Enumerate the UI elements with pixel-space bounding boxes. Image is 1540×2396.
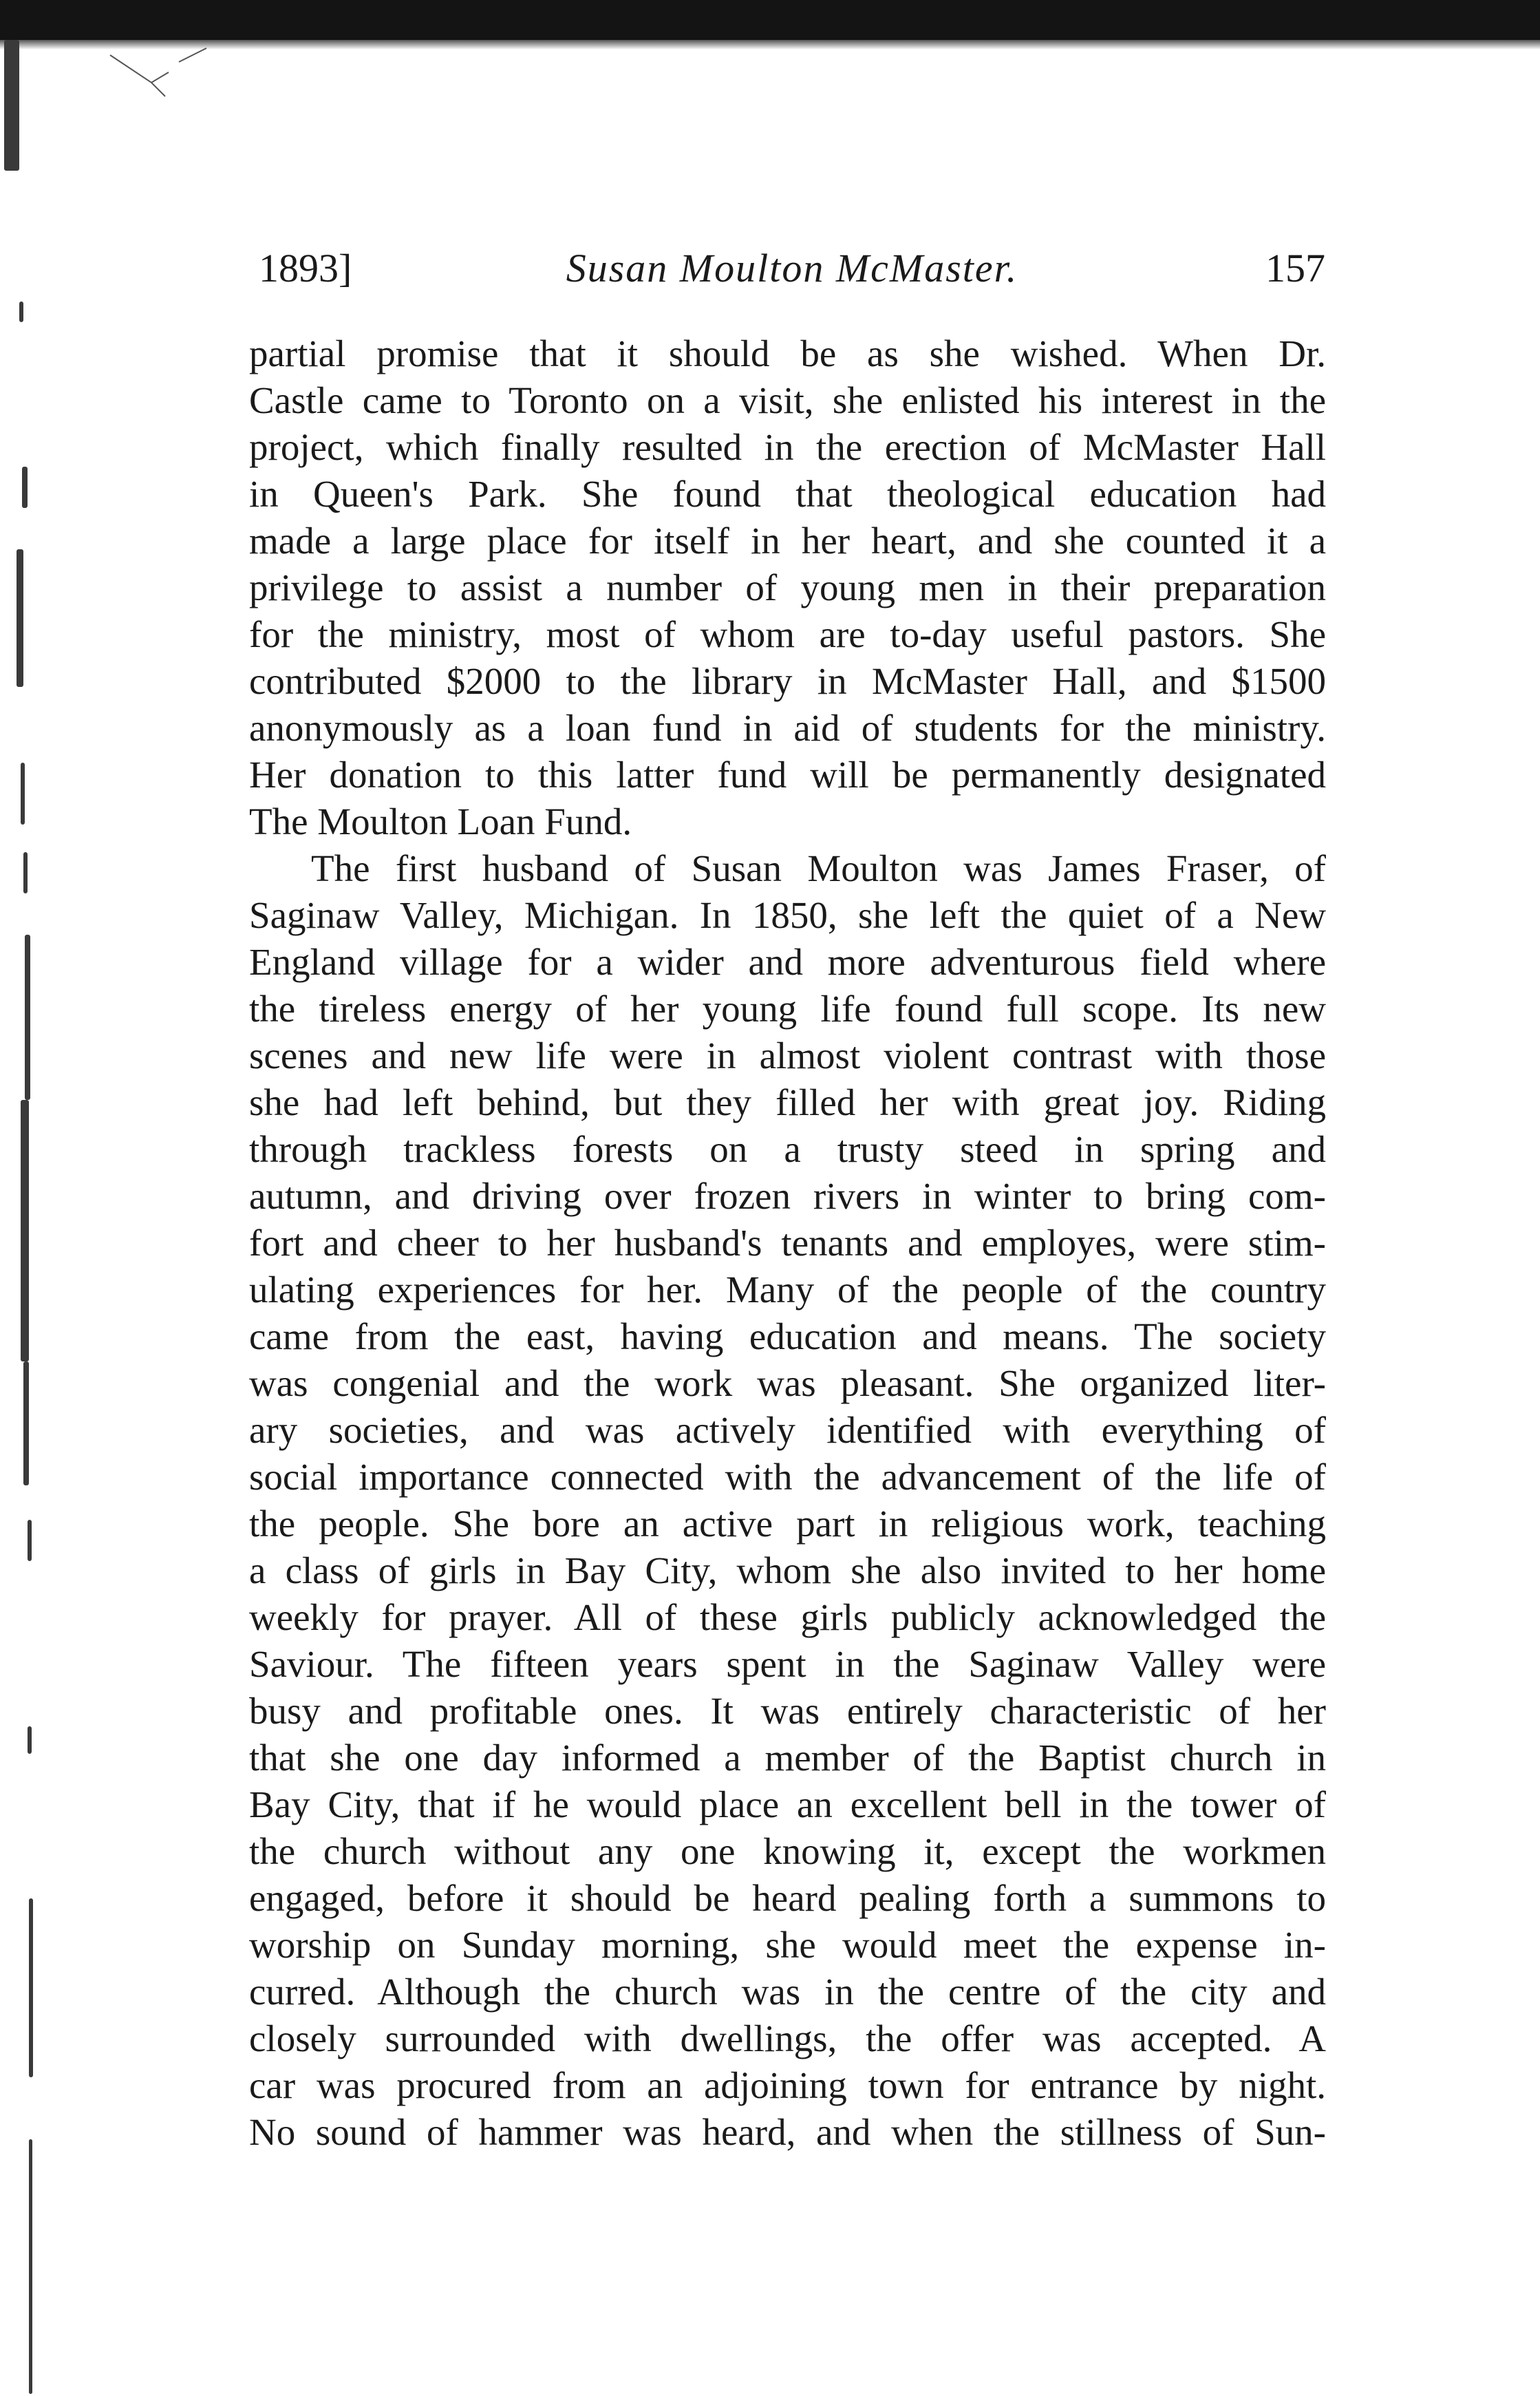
text-line: in Queen's Park. She found that theological education had (249, 473, 1326, 515)
text-line: Saginaw Valley, Michigan. In 1850, she left the quiet of a New (249, 894, 1326, 936)
text-line: curred. Although the church was in the centre of the city and (249, 1971, 1326, 2013)
text-line: Her donation to this latter fund will be permanently designated (249, 754, 1326, 796)
text-line: fort and cheer to her husband's tenants and employes, were stim- (249, 1222, 1326, 1264)
text-line: the church without any one knowing it, except the workmen (249, 1830, 1326, 1872)
text-line: The Moulton Loan Fund. (249, 801, 632, 842)
text-line: the tireless energy of her young life found full scope. Its new (249, 988, 1326, 1030)
text-line: England village for a wider and more adventurous field where (249, 941, 1326, 983)
text-line: closely surrounded with dwellings, the offer was accepted. A (249, 2017, 1326, 2059)
text-line: busy and profitable ones. It was entirely characteristic of her (249, 1690, 1326, 1732)
text-line: came from the east, having education and means. The society (249, 1315, 1326, 1357)
text-line: ary societies, and was actively identified with everything of (249, 1409, 1326, 1451)
text-line: anonymously as a loan fund in aid of students for the ministry. (249, 707, 1326, 749)
page-number: 157 (1265, 246, 1325, 290)
text-line: made a large place for itself in her heart, and she counted it a (249, 520, 1326, 562)
text-line: car was procured from an adjoining town for entrance by night. (249, 2064, 1326, 2106)
text-line: that she one day informed a member of the Baptist church in (249, 1737, 1326, 1779)
paragraph (249, 845, 1326, 2156)
text-line: Castle came to Toronto on a visit, she enlisted his interest in the (249, 379, 1326, 421)
text-line: scenes and new life were in almost violent contrast with those (249, 1035, 1326, 1077)
text-line: partial promise that it should be as she wished. When Dr. (249, 332, 1326, 374)
text-line: worship on Sunday morning, she would meet the expense in- (249, 1924, 1326, 1966)
scan-corner-mark (103, 41, 241, 103)
text-line: contributed $2000 to the library in McMaster Hall, and $1500 (249, 660, 1326, 702)
scan-left-edge (0, 40, 54, 2396)
body-text (249, 330, 1326, 2156)
text-line: she had left behind, but they filled her with great joy. Riding (249, 1081, 1326, 1123)
header-year: 1893] (259, 246, 352, 290)
header-title: Susan Moulton McMaster. (566, 246, 1018, 290)
text-line: The first husband of Susan Moulton was James Fraser, of (311, 847, 1326, 889)
text-line: Bay City, that if he would place an excellent bell in the tower of (249, 1783, 1326, 1825)
text-line: a class of girls in Bay City, whom she also invited to her home (249, 1549, 1326, 1591)
text-line: No sound of hammer was heard, and when the stillness of Sun- (249, 2111, 1326, 2153)
text-line: social importance connected with the advancement of the life of (249, 1456, 1326, 1498)
text-line: ulating experiences for her. Many of the people of the country (249, 1269, 1326, 1311)
text-line: the people. She bore an active part in religious work, teaching (249, 1503, 1326, 1545)
text-line: privilege to assist a number of young men in their preparation (249, 566, 1326, 608)
running-header (259, 245, 1325, 300)
text-line: Saviour. The fifteen years spent in the Saginaw Valley were (249, 1643, 1326, 1685)
scan-top-border (0, 0, 1540, 40)
text-line: for the ministry, most of whom are to-day useful pastors. She (249, 613, 1326, 655)
text-line: was congenial and the work was pleasant. She organized liter- (249, 1362, 1326, 1404)
text-line: weekly for prayer. All of these girls publicly acknowledged the (249, 1596, 1326, 1638)
text-line: autumn, and driving over frozen rivers in winter to bring com- (249, 1175, 1326, 1217)
paragraph (249, 330, 1326, 845)
text-line: through trackless forests on a trusty steed in spring and (249, 1128, 1326, 1170)
text-line: engaged, before it should be heard pealing forth a summons to (249, 1877, 1326, 1919)
text-line: project, which finally resulted in the erection of McMaster Hall (249, 426, 1326, 468)
